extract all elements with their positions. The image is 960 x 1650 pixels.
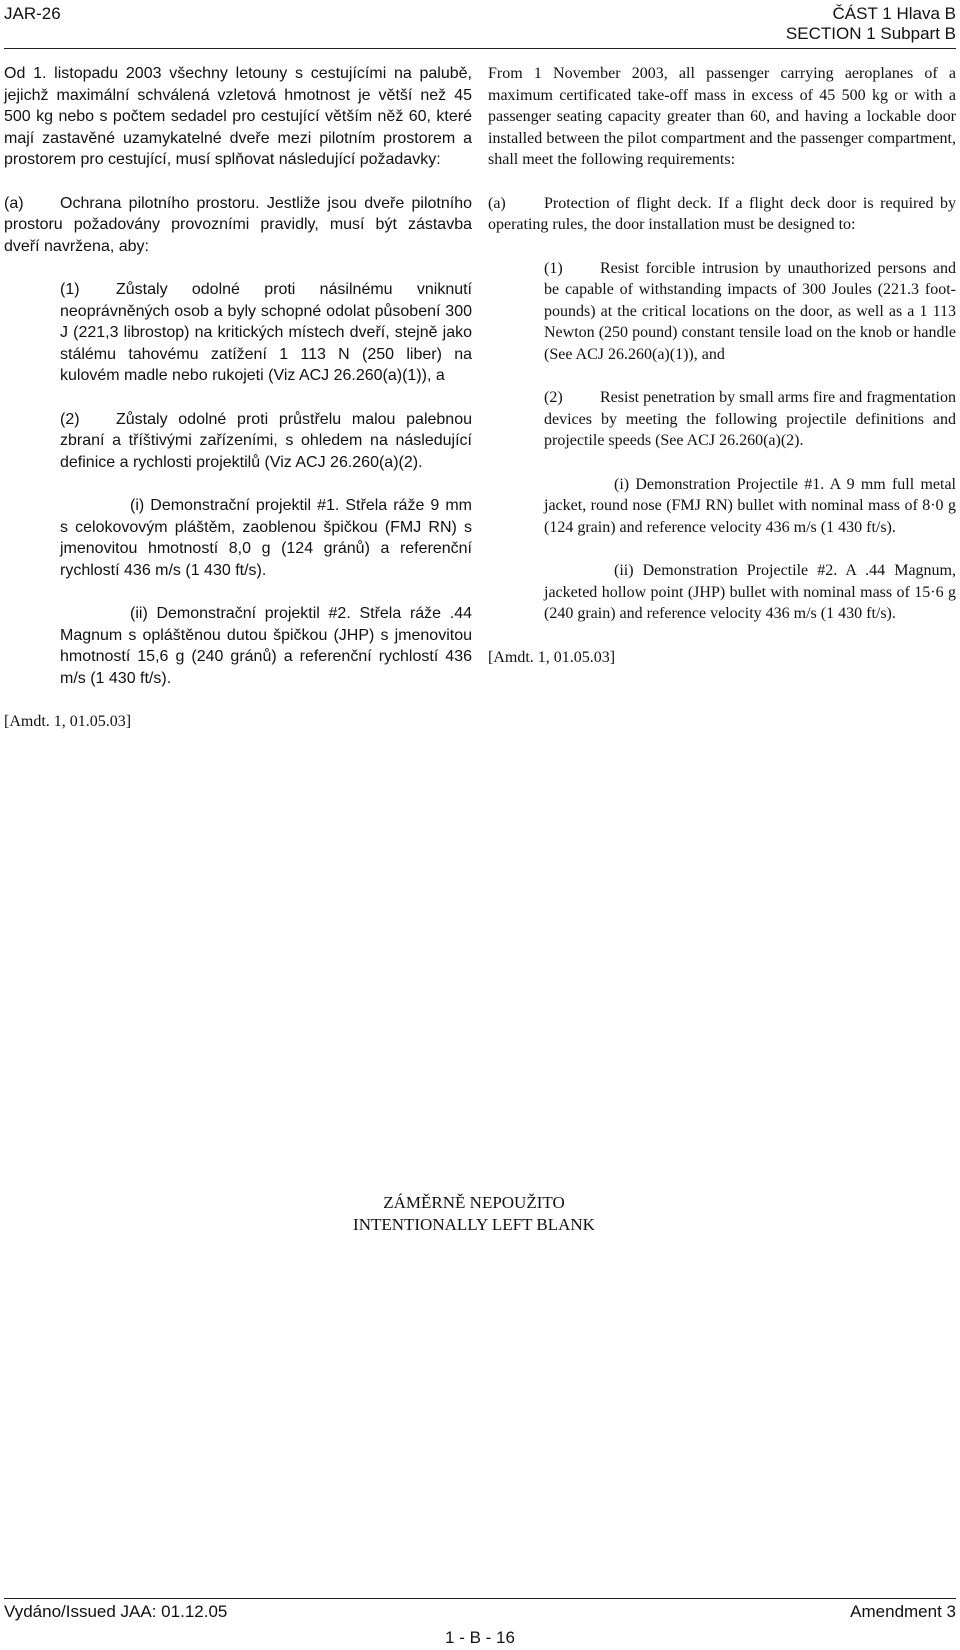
projectile-1-text-cs: (i) Demonstrační projektil #1. Střela ráže 9 mm s celokovovým pláštěm, zaoblenou špičkou (FMJ RN) s jmenovitou hmotností 8,0 g (124 gránů) a referenční rychlostí 436 m/s (1 430 ft/s). bbox=[60, 497, 472, 579]
section-a-cs bbox=[4, 193, 472, 258]
projectile-2-text-cs: (ii) Demonstrační projektil #2. Střela ráže .44 Magnum s opláštěnou dutou špičkou (JHP) s jmenovitou hmotností 15,6 g (240 gránů) a referenční rychlostí 436 m/s (1 430 ft/s). bbox=[60, 605, 472, 687]
section-a-label-cs: (a) bbox=[4, 194, 24, 212]
item-1-label-cs: (1) bbox=[60, 281, 80, 298]
item-2-label-en: (2) bbox=[544, 389, 563, 406]
english-column bbox=[488, 63, 956, 668]
item-2-cs bbox=[60, 409, 472, 474]
projectile-2-cs bbox=[60, 603, 472, 689]
item-2-en bbox=[544, 387, 956, 452]
issued-date: Vydáno/Issued JAA: 01.12.05 bbox=[4, 1602, 228, 1621]
page-number: 1 - B - 16 bbox=[445, 1628, 515, 1647]
item-1-text-en: Resist forcible intrusion by unauthorized persons and be capable of withstanding impacts of 300 Joules (221.3 foot-pounds) at the critical locations on the door, as well as a 1 113 Newton (250 pound) constant tensile load on the knob or handle (See ACJ 26.260(a)(1)), and bbox=[544, 259, 956, 363]
item-1-text-cs: Zůstaly odolné proti násilnému vniknutí neoprávněných osob a byly schopné odolat působení 300 J (221,3 librostop) na kritických místech dveří, stejně jako stálému tahovému zatížení 1 113 N (250 liber) na kulovém madle nebo rukojeti (Viz ACJ 26.260(a)(1)), a bbox=[60, 281, 472, 384]
section-a-text-cs: Ochrana pilotního prostoru. Jestliže jsou dveře pilotního prostoru požadovány provozními pravidly, musí být zástavba dveří navržena, aby: bbox=[4, 194, 472, 255]
blank-notice-en: INTENTIONALLY LEFT BLANK bbox=[353, 1215, 595, 1234]
item-2-label-cs: (2) bbox=[60, 410, 80, 428]
projectile-1-cs bbox=[60, 495, 472, 581]
section-label bbox=[786, 4, 956, 44]
intro-paragraph-cs: Od 1. listopadu 2003 všechny letouny s cestujícími na palubě, jejichž maximální schválená vzletová hmotnost je větší než 45 500 kg nebo s počtem sedadel pro cestující větším něž 60, které mají zastavěné uzamykatelné dveře mezi pilotním prostorem a prostorem pro cestující, musí splňovat následující požadavky: bbox=[4, 65, 472, 168]
part-cs-label: ČÁST 1 Hlava B bbox=[832, 4, 956, 23]
czech-column bbox=[4, 63, 472, 733]
item-1-en bbox=[544, 258, 956, 366]
amendment-label: Amendment 3 bbox=[850, 1602, 956, 1621]
intro-paragraph-en: From 1 November 2003, all passenger carrying aeroplanes of a maximum certificated take-off mass in excess of 45 500 kg or with a passenger seating capacity greater than 60, and having a lockable door installed between the pilot compartment and the passenger compartment, shall meet the following requirements: bbox=[488, 65, 956, 168]
section-a-text-en: Protection of flight deck. If a flight deck door is required by operating rules, the door installation must be designed to: bbox=[488, 194, 956, 233]
document-id: JAR-26 bbox=[4, 4, 61, 23]
page-header bbox=[4, 4, 956, 48]
item-1-label-en: (1) bbox=[544, 259, 563, 277]
item-2-text-en: Resist penetration by small arms fire and fragmentation devices by meeting the following projectile definitions and projectile speeds (See ACJ 26.260(a)(2). bbox=[544, 389, 956, 449]
header-rule bbox=[4, 48, 956, 49]
section-a-label-en: (a) bbox=[488, 194, 506, 212]
amendment-note-en: [Amdt. 1, 01.05.03] bbox=[488, 648, 616, 666]
blank-notice-cs: ZÁMĚRNĚ NEPOUŽITO bbox=[383, 1193, 565, 1212]
amendment-note-cs: [Amdt. 1, 01.05.03] bbox=[4, 713, 132, 730]
item-2-text-cs: Zůstaly odolné proti průstřelu malou palebnou zbraní a tříštivými zařízeními, s ohledem na následující definice a rychlosti projektilů (Viz ACJ 26.260(a)(2). bbox=[60, 410, 472, 471]
projectile-2-text-en: (ii) Demonstration Projectile #2. A .44 Magnum, jacketed hollow point (JHP) bullet with nominal mass of 15·6 g (240 grain) and reference velocity 436 m/s (1 430 ft/s). bbox=[544, 562, 956, 622]
projectile-1-text-en: (i) Demonstration Projectile #1. A 9 mm full metal jacket, round nose (FMJ RN) bullet with nominal mass of 8·0 g (124 grain) and reference velocity 436 m/s (1 430 ft/s). bbox=[544, 475, 956, 536]
section-a-en bbox=[488, 193, 956, 236]
projectile-1-en bbox=[544, 474, 956, 539]
projectile-2-en bbox=[544, 560, 956, 625]
footer-rule bbox=[4, 1598, 956, 1599]
section-en-label: SECTION 1 Subpart B bbox=[785, 24, 956, 43]
intentionally-blank-notice bbox=[0, 1192, 948, 1236]
item-1-cs bbox=[60, 279, 472, 387]
